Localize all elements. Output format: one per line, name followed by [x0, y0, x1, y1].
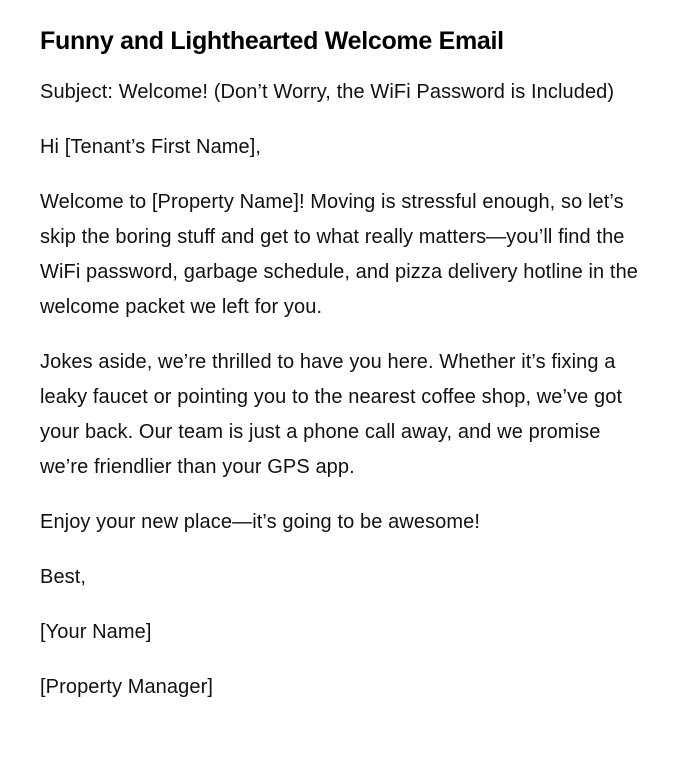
- email-paragraph-support: Jokes aside, we’re thrilled to have you here. Whether it’s fixing a leaky faucet or pointing you to the nearest coffee shop, we’ve got your back. Our team is just a phone call away, and we promise we’re friendlier than your GPS app.: [40, 351, 623, 478]
- email-paragraph-closing: Enjoy your new place—it’s going to be awesome!: [40, 511, 481, 533]
- document-title: Funny and Lighthearted Welcome Email: [40, 27, 504, 55]
- email-document: [40, 24, 640, 725]
- sender-name: [Your Name]: [40, 621, 152, 643]
- sender-title: [Property Manager]: [40, 676, 213, 698]
- email-greeting: Hi [Tenant’s First Name],: [40, 136, 262, 158]
- email-paragraph-intro: Welcome to [Property Name]! Moving is stressful enough, so let’s skip the boring stuff and get to what really matters—you’ll find the WiFi password, garbage schedule, and pizza delivery hotline in the welcome packet we left for you.: [40, 191, 639, 318]
- email-subject: Subject: Welcome! (Don’t Worry, the WiFi Password is Included): [40, 81, 615, 103]
- email-signoff: Best,: [40, 566, 87, 588]
